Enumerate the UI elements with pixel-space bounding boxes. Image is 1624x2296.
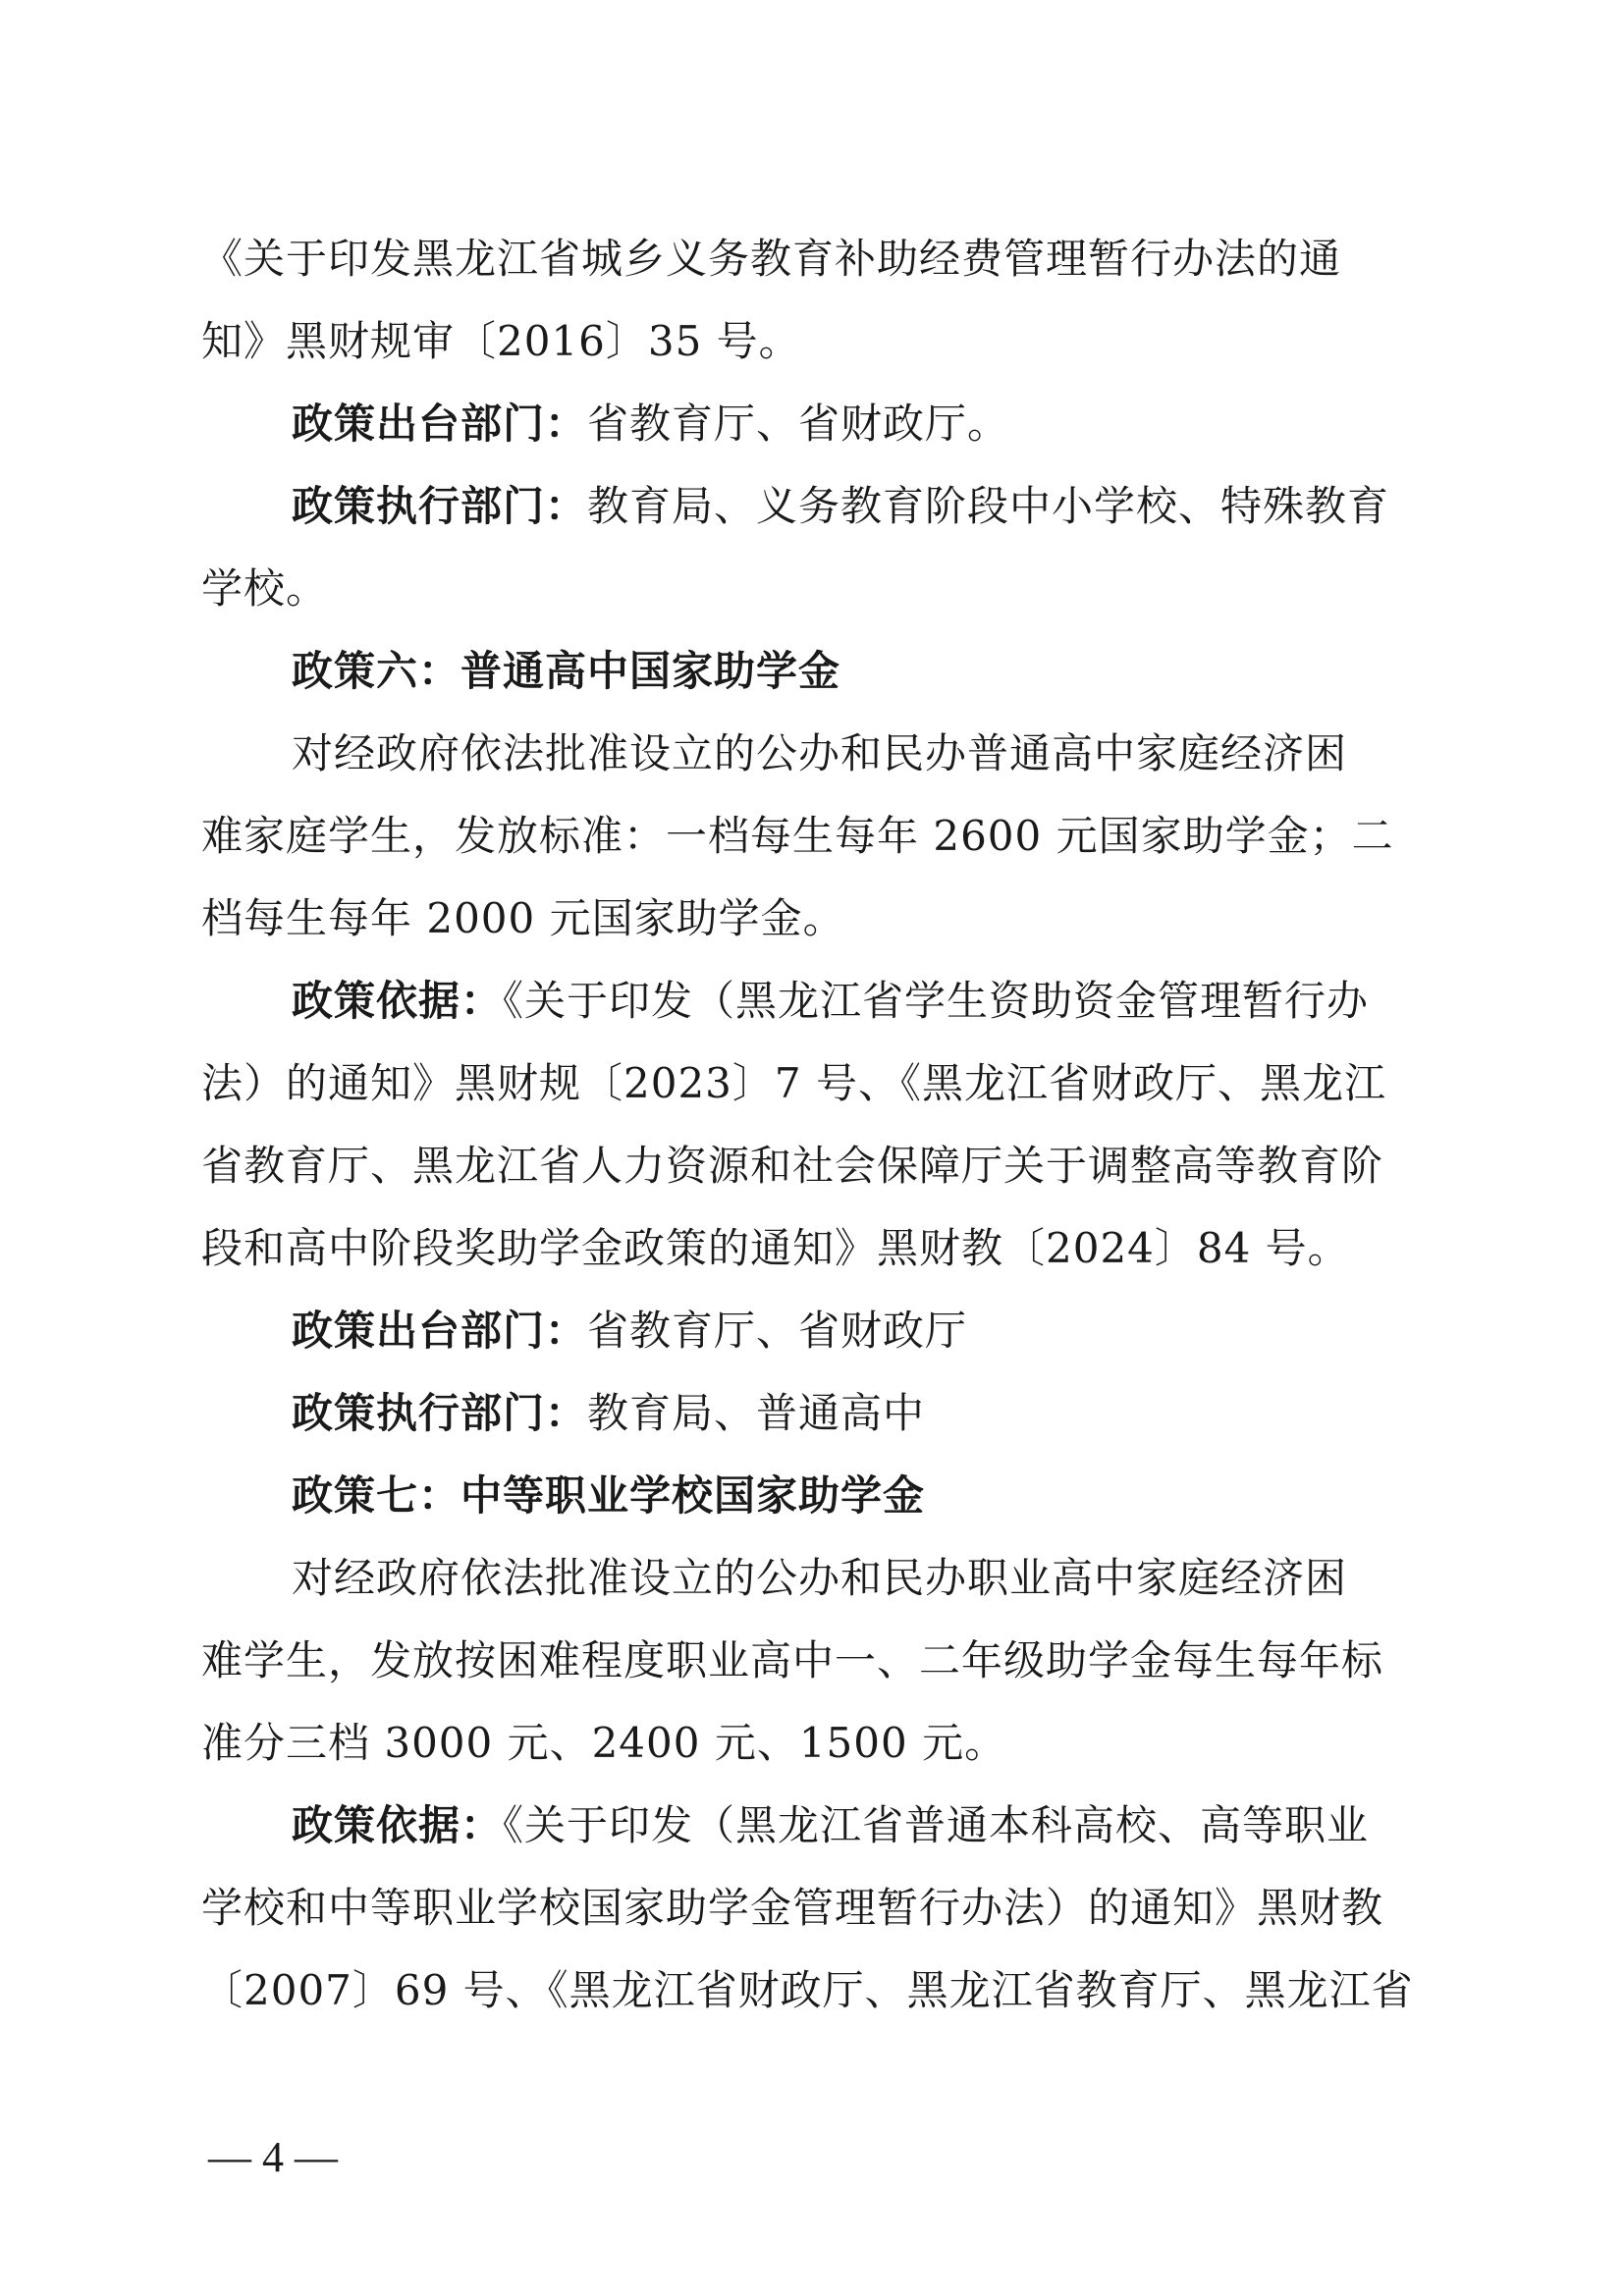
- line-text: 《关于印发黑龙江省城乡义务教育补助经费管理暂行办法的通: [201, 235, 1342, 283]
- line-text: 教育局、普通高中: [587, 1389, 926, 1437]
- text-line-3: [201, 383, 1429, 465]
- line-label: 政策出台部门：: [292, 400, 588, 448]
- line-label: 政策执行部门：: [292, 482, 588, 530]
- line-text: 学校和中等职业学校国家助学金管理暂行办法）的通知》黑财教: [201, 1884, 1384, 1932]
- line-label: 政策七：中等职业学校国家助学金: [292, 1471, 926, 1520]
- section-heading-policy-6: [201, 630, 1429, 713]
- line-label: 政策六：普通高中国家助学金: [292, 647, 841, 695]
- line-label: 政策执行部门：: [292, 1389, 588, 1437]
- text-line-9: [201, 878, 1429, 960]
- text-line-21: [201, 1867, 1429, 1949]
- text-line-7: [201, 713, 1429, 795]
- document-body: [201, 218, 1429, 2032]
- section-heading-policy-7: [201, 1455, 1429, 1537]
- text-line-14: [201, 1290, 1429, 1372]
- text-line-1: [201, 218, 1429, 300]
- text-line-22: [201, 1949, 1429, 2032]
- line-label: 政策依据：: [292, 977, 504, 1025]
- page-number: — 4 —: [208, 2133, 338, 2181]
- text-line-13: [201, 1207, 1429, 1290]
- text-line-2: [201, 300, 1429, 383]
- text-line-15: [201, 1372, 1429, 1455]
- line-text: 对经政府依法批准设立的公办和民办职业高中家庭经济困: [292, 1554, 1348, 1602]
- line-text: 省教育厅、省财政厅。: [587, 400, 1010, 448]
- line-label: 政策依据：: [292, 1801, 504, 1849]
- text-line-19: [201, 1702, 1429, 1785]
- line-text: 学校。: [201, 564, 329, 613]
- line-text: 《关于印发（黑龙江省学生资助资金管理暂行办: [503, 977, 1370, 1025]
- line-text: 省教育厅、省财政厅: [587, 1307, 968, 1355]
- text-line-20: [201, 1785, 1429, 1867]
- text-line-5: [201, 548, 1429, 630]
- text-line-8: [201, 795, 1429, 878]
- line-text: 难学生，发放按困难程度职业高中一、二年级助学金每生每年标: [201, 1636, 1384, 1684]
- line-text: 教育局、义务教育阶段中小学校、特殊教育: [587, 482, 1390, 530]
- line-text: 〔2007〕69 号、《黑龙江省财政厅、黑龙江省教育厅、黑龙江省: [201, 1966, 1414, 2014]
- text-line-10: [201, 960, 1429, 1042]
- line-text: 省教育厅、黑龙江省人力资源和社会保障厅关于调整高等教育阶: [201, 1142, 1384, 1190]
- line-text: 段和高中阶段奖助学金政策的通知》黑财教〔2024〕84 号。: [201, 1224, 1350, 1272]
- line-text: 知》黑财规审〔2016〕35 号。: [201, 317, 801, 365]
- text-line-12: [201, 1125, 1429, 1207]
- line-text: 档每生每年 2000 元国家助学金。: [201, 894, 845, 942]
- text-line-18: [201, 1620, 1429, 1702]
- line-text: 《关于印发（黑龙江省普通本科高校、高等职业: [503, 1801, 1370, 1849]
- line-text: 准分三档 3000 元、2400 元、1500 元。: [201, 1719, 1007, 1767]
- text-line-4: [201, 465, 1429, 548]
- text-line-11: [201, 1042, 1429, 1125]
- line-text: 难家庭学生，发放标准：一档每生每年 2600 元国家助学金；二: [201, 812, 1394, 860]
- line-text: 法）的通知》黑财规〔2023〕7 号、《黑龙江省财政厅、黑龙江: [201, 1059, 1386, 1107]
- text-line-17: [201, 1537, 1429, 1620]
- line-text: 对经政府依法批准设立的公办和民办普通高中家庭经济困: [292, 729, 1348, 777]
- line-label: 政策出台部门：: [292, 1307, 588, 1355]
